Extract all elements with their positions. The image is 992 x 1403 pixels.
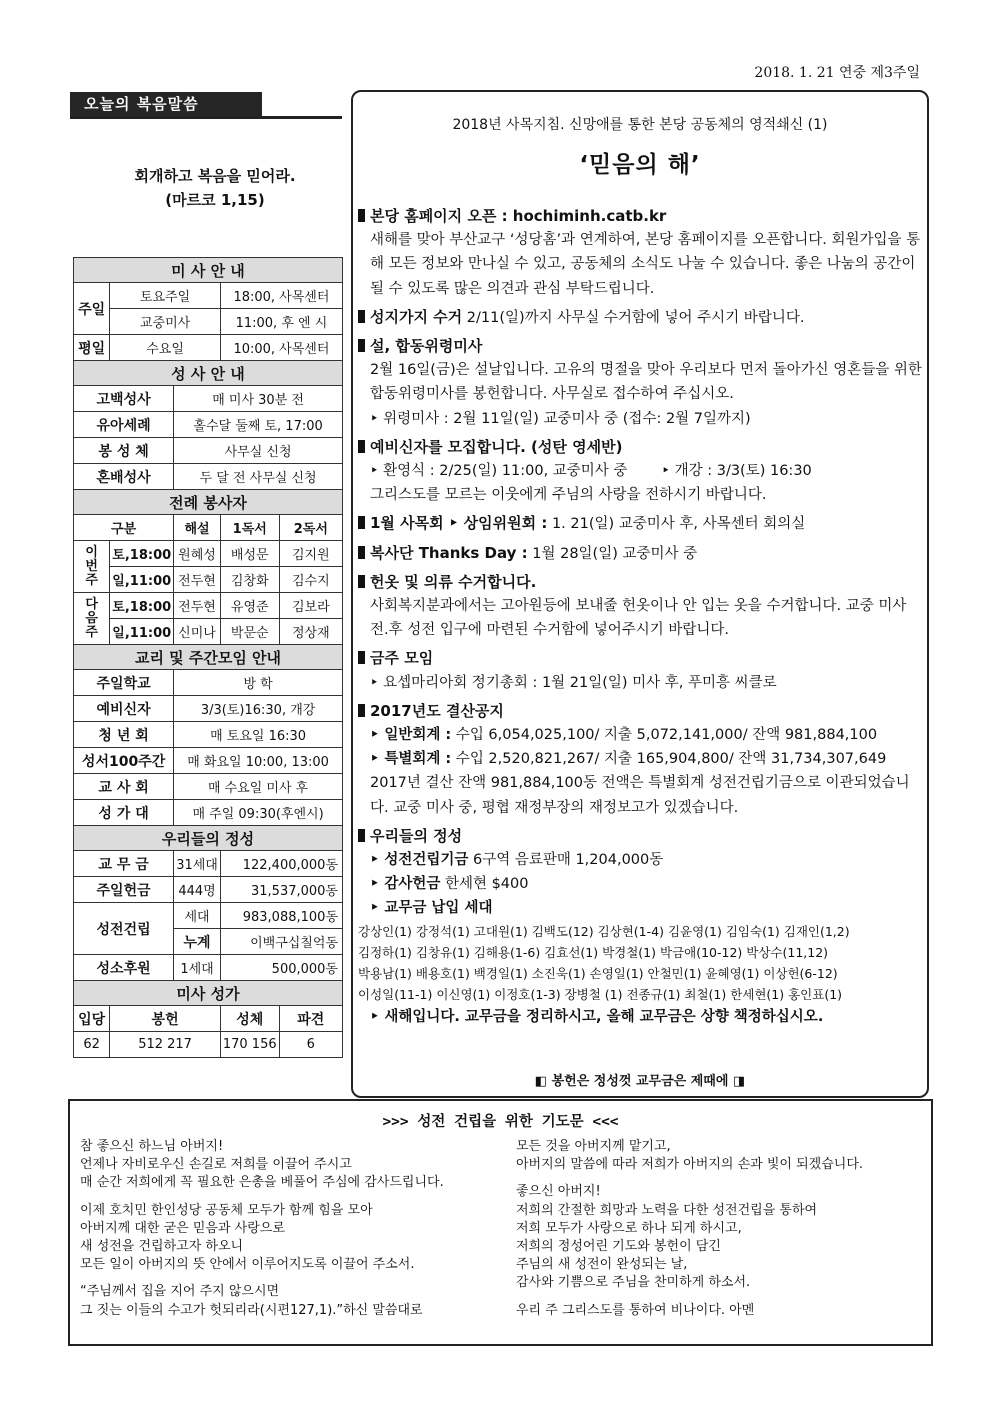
news-item-account xyxy=(358,699,924,820)
sacrament-label: 봉 성 체 xyxy=(74,438,174,464)
news-item-catechumen xyxy=(358,435,924,508)
prayer-line: 우리 주 그리스도를 통하여 비나이다. 아멘 xyxy=(516,1302,755,1318)
meeting-value: 매 화요일 10:00, 13:00 xyxy=(174,748,343,774)
offering-label: 교 무 금 xyxy=(74,851,174,877)
seminary-count: 1세대 xyxy=(174,955,221,981)
offering-count: 444명 xyxy=(174,877,221,903)
building-label: 성전건립 xyxy=(74,903,174,955)
prayer-line: 감사와 기쁨으로 주님을 찬미하게 하소서. xyxy=(516,1275,751,1291)
meeting-value: 방 학 xyxy=(174,670,343,696)
hymn-header: 입당 xyxy=(74,1006,110,1032)
building-total-label: 누계 xyxy=(174,929,221,955)
sacrament-value: 두 달 전 사무실 신청 xyxy=(174,464,343,490)
bullet-icon xyxy=(358,829,365,842)
news-head: 예비신자를 모집합니다. (성탄 영세반) xyxy=(370,437,623,456)
gift-names: 김정하(1) 김창유(1) 김해용(1-6) 김효선(1) 박경철(1) 박금애(10-12) 박상수(11,12) xyxy=(358,944,829,960)
building-total: 이백구십칠억동 xyxy=(220,929,342,955)
server-name: 신미나 xyxy=(174,619,221,645)
meeting-label: 주일학교 xyxy=(74,670,174,696)
mass-title: 미 사 안 내 xyxy=(74,258,343,283)
meeting-label: 성서100주간 xyxy=(74,748,174,774)
news-head: 설, 합동위령미사 xyxy=(370,337,483,356)
bullet-icon xyxy=(358,546,365,559)
catechumen-welcome: ‣ 환영식 : 2/25(일) 11:00, 교중미사 중 xyxy=(370,463,628,480)
mass-row-name: 수요일 xyxy=(110,335,221,361)
building-amount: 983,088,100동 xyxy=(220,903,342,929)
hymns-title: 미사 성가 xyxy=(74,981,343,1006)
hymn-value: 170 156 xyxy=(220,1032,279,1058)
prayer-title: >>> 성전 건립을 위한 기도문 <<< xyxy=(382,1114,619,1130)
catechumen-start: ‣ 개강 : 3/3(토) 16:30 xyxy=(661,463,812,480)
gift-dues-label: ‣ 교무금 납입 세대 xyxy=(370,900,493,917)
prayer-line: 새 성전을 건립하고자 하오니 xyxy=(80,1239,244,1255)
server-name: 전두현 xyxy=(174,593,221,619)
prayer-line: 주님의 새 성전이 완성되는 날, xyxy=(516,1257,688,1273)
sacrament-label: 혼배성사 xyxy=(74,464,174,490)
account-general: 수입 6,054,025,100/ 지출 5,072,141,000/ 잔액 981,884,100 xyxy=(451,727,878,744)
news-body: 1월 28일(일) 교중미사 중 xyxy=(527,545,698,562)
news-head: 우리들의 정성 xyxy=(370,826,463,845)
news-item-clothes xyxy=(358,570,924,643)
gift-names: 박용남(1) 배용호(1) 백경일(1) 소진욱(1) 손영일(1) 안철민(1) 윤혜영(1) 이상헌(6-12) xyxy=(358,965,838,981)
server-name: 원혜성 xyxy=(174,541,221,567)
news-head: 복사단 Thanks Day : xyxy=(370,543,528,562)
prayer-line: 저희 모두가 사랑으로 하나 되게 하시고, xyxy=(516,1220,742,1236)
prayer-line: 저희의 간절한 희망과 노력을 다한 성전건립을 통하여 xyxy=(516,1202,818,1218)
news-item-pilgrim xyxy=(358,305,924,330)
mass-row-name: 토요주일 xyxy=(110,283,221,309)
sacrament-title: 성 사 안 내 xyxy=(74,361,343,386)
server-name: 정상재 xyxy=(279,619,342,645)
gift-thanks-label: ‣ 감사헌금 xyxy=(370,876,441,893)
sacrament-value: 사무실 신청 xyxy=(174,438,343,464)
news-body: 2/11(일)까지 사무실 수거함에 넣어 주시기 바랍니다. xyxy=(462,309,805,326)
news-list xyxy=(358,204,924,1033)
bullet-icon xyxy=(358,704,365,717)
news-item-altar xyxy=(358,541,924,566)
bullet-icon xyxy=(358,339,365,352)
meeting-label: 교 사 회 xyxy=(74,774,174,800)
verse-line1: 회개하고 복음을 믿어라. xyxy=(134,167,296,185)
building-count: 세대 xyxy=(174,903,221,929)
server-time: 토,18:00 xyxy=(110,593,174,619)
bullet-icon xyxy=(358,651,365,664)
news-head: 1월 사목회 xyxy=(370,514,444,533)
prayer-left xyxy=(80,1138,510,1320)
server-name: 김창화 xyxy=(220,567,279,593)
servers-title: 전례 봉사자 xyxy=(74,490,343,515)
server-time: 일,11:00 xyxy=(110,619,174,645)
account-special-label: ‣ 특별회계 : xyxy=(370,751,452,768)
next-week-label: 다음주 xyxy=(74,593,110,645)
prayer-line: 그 짓는 이들의 수고가 헛되리라(시편127,1).”하신 말씀대로 xyxy=(80,1302,423,1318)
news-item-gift xyxy=(358,824,924,1029)
servers-header: 2독서 xyxy=(279,515,342,541)
offering-amount: 31,537,000동 xyxy=(220,877,342,903)
news-head: 본당 홈페이지 오픈 : hochiminh.catb.kr xyxy=(370,207,667,225)
account-special: 수입 2,520,821,267/ 지출 165,904,800/ 잔액 31,734,307,649 xyxy=(451,751,887,768)
news-body: 그리스도를 모르는 이웃에게 주님의 사랑을 전하시기 바랍니다. xyxy=(370,487,767,504)
hymn-value: 62 xyxy=(74,1032,110,1058)
servers-header: 1독서 xyxy=(220,515,279,541)
meeting-label: 예비신자 xyxy=(74,696,174,722)
meeting-label: 성 가 대 xyxy=(74,800,174,826)
issue-date: 2018. 1. 21 연중 제3주일 xyxy=(754,65,920,81)
news-item-week xyxy=(358,646,924,694)
meetings-title: 교리 및 주간모임 안내 xyxy=(74,645,343,670)
hymn-header: 봉헌 xyxy=(110,1006,221,1032)
prayer-line: 모든 것을 아버지께 맡기고, xyxy=(516,1139,671,1154)
prayer-line: “주님께서 집을 지어 주지 않으시면 xyxy=(80,1284,280,1300)
news-body: ‣ 요셉마리아회 정기총회 : 1월 21일(일) 미사 후, 푸미흥 씨클로 xyxy=(370,674,777,691)
verse-line2: (마르코 1,15) xyxy=(165,191,265,209)
server-time: 토,18:00 xyxy=(110,541,174,567)
news-head: 헌옷 및 의류 수거합니다. xyxy=(370,572,537,591)
news-head: 금주 모임 xyxy=(370,649,434,668)
prayer-line: 언제나 자비로우신 손길로 저희를 이끌어 주시고 xyxy=(80,1157,352,1173)
news-head: 2017년도 결산공지 xyxy=(370,701,504,720)
gift-names: 이성일(11-1) 이신영(1) 이정호(1-3) 장병철 (1) 전종규(1) 최철(1) 한세현(1) 홍인표(1) xyxy=(358,986,843,1002)
meeting-label: 청 년 회 xyxy=(74,722,174,748)
gift-building-label: ‣ 성전건립기금 xyxy=(370,852,469,869)
gift-building: 6구역 음료판매 1,204,000동 xyxy=(468,852,664,869)
mass-row-time: 18:00, 사목센터 xyxy=(220,283,342,309)
news-head: 성지가지 수거 xyxy=(370,307,463,326)
news-body: 2월 16일(금)은 설날입니다. 고유의 명절을 맞아 우리보다 먼저 돌아가신 영혼들을 위한 합동위령미사를 봉헌합니다. 사무실로 접수하여 주십시오. xyxy=(370,362,922,403)
gift-closing: ‣ 새해입니다. 교무금을 정리하시고, 올해 교무금은 상향 책정하십시오. xyxy=(370,1008,824,1025)
hymn-header: 파견 xyxy=(279,1006,342,1032)
offering-count: 31세대 xyxy=(174,851,221,877)
hymn-value: 512 217 xyxy=(110,1032,221,1058)
server-name: 김지원 xyxy=(279,541,342,567)
info-table xyxy=(73,257,343,1058)
prayer-line: 참 좋으신 하느님 아버지! xyxy=(80,1139,224,1154)
servers-header: 해설 xyxy=(174,515,221,541)
offering-label: 주일헌금 xyxy=(74,877,174,903)
prayer-line: 저희의 정성어린 기도와 봉헌이 담긴 xyxy=(516,1239,721,1255)
server-name: 김수지 xyxy=(279,567,342,593)
sacrament-value: 홀수달 둘째 토, 17:00 xyxy=(174,412,343,438)
hymn-value: 6 xyxy=(279,1032,342,1058)
server-name: 전두현 xyxy=(174,567,221,593)
news-body: 2017년 결산 잔액 981,884,100동 전액은 특별회계 성전건립기금으로 이관되었습니다. 교중 미사 중, 평협 재정부장의 재정보고가 있겠습니다. xyxy=(370,775,910,816)
weekday-label: 평일 xyxy=(74,335,110,361)
meeting-value: 매 주일 09:30(후엔시) xyxy=(174,800,343,826)
gospel-verse xyxy=(70,164,360,212)
gift-thanks: 한세현 $400 xyxy=(440,876,529,893)
servers-header: 구분 xyxy=(74,515,174,541)
meeting-value: 3/3(토)16:30, 개강 xyxy=(174,696,343,722)
bullet-icon xyxy=(358,310,365,323)
prayer-line: 아버지께 대한 굳은 믿음과 사랑으로 xyxy=(80,1220,285,1236)
server-name: 김보라 xyxy=(279,593,342,619)
prayer-line: 매 순간 저희에게 꼭 필요한 은총을 베풀어 주심에 감사드립니다. xyxy=(80,1175,444,1191)
news-subhead: ‣ 상임위원회 : xyxy=(448,514,548,533)
server-name: 유영준 xyxy=(220,593,279,619)
prayer-line: 좋으신 아버지! xyxy=(516,1184,601,1200)
server-name: 박문순 xyxy=(220,619,279,645)
bulletin-subtitle: 2018년 사목지침. 신망애를 통한 본당 공동체의 영적쇄신 (1) xyxy=(452,117,828,133)
sunday-label: 주일 xyxy=(74,283,110,335)
prayer-line: 모든 일이 아버지의 뜻 안에서 이루어지도록 이끌어 주소서. xyxy=(80,1257,415,1273)
bulletin-title: ‘믿음의 해’ xyxy=(579,152,701,178)
prayer-line: 이제 호치민 한인성당 공동체 모두가 함께 힘을 모아 xyxy=(80,1202,373,1218)
mass-row-time: 11:00, 후 엔 시 xyxy=(220,309,342,335)
sacrament-label: 유아세례 xyxy=(74,412,174,438)
bullet-icon xyxy=(358,516,365,529)
this-week-label: 이번주 xyxy=(74,541,110,593)
server-name: 배성문 xyxy=(220,541,279,567)
news-note: ‣ 위령미사 : 2월 11일(일) 교중미사 중 (접수: 2월 7일까지) xyxy=(370,410,751,427)
news-item-homepage xyxy=(358,204,924,301)
server-time: 일,11:00 xyxy=(110,567,174,593)
seminary-label: 성소후원 xyxy=(74,955,174,981)
bullet-icon xyxy=(358,209,365,222)
offering-motto: ◧ 봉헌은 정성껏 교무금은 제때에 ◨ xyxy=(534,1074,746,1089)
news-item-newyear xyxy=(358,334,924,431)
gospel-tab: 오늘의 복음말씀 xyxy=(70,92,262,116)
gospel-header xyxy=(70,92,342,119)
mass-row-name: 교중미사 xyxy=(110,309,221,335)
meeting-value: 매 토요일 16:30 xyxy=(174,722,343,748)
prayer-right xyxy=(516,1138,928,1320)
sacrament-value: 매 미사 30분 전 xyxy=(174,386,343,412)
prayer-line: 아버지의 말씀에 따라 저희가 아버지의 손과 빛이 되겠습니다. xyxy=(516,1157,864,1173)
bullet-icon xyxy=(358,575,365,588)
account-general-label: ‣ 일반회계 : xyxy=(370,727,452,744)
news-body: 새해를 맞아 부산교구 ‘성당홈’과 연계하여, 본당 홈페이지를 오픈합니다. 회원가입을 통해 모든 정보와 만나실 수 있고, 공동체의 소식도 나눌 수 있습니다. 좋은 나눔의 공간이 될 수 있도록 많은 의견과 관심 부탁드립니다. xyxy=(370,232,921,297)
hymn-header: 성체 xyxy=(220,1006,279,1032)
gift-names: 강상인(1) 강정석(1) 고대원(1) 김백도(12) 김상현(1-4) 김윤영(1) 김임숙(1) 김재인(1,2) xyxy=(358,923,850,939)
seminary-amount: 500,000동 xyxy=(220,955,342,981)
meeting-value: 매 수요일 미사 후 xyxy=(174,774,343,800)
news-item-council xyxy=(358,511,924,536)
offerings-title: 우리들의 정성 xyxy=(74,826,343,851)
news-body: 1. 21(일) 교중미사 후, 사목센터 회의실 xyxy=(547,516,806,533)
offering-amount: 122,400,000동 xyxy=(220,851,342,877)
news-body: 사회복지분과에서는 고아원등에 보내줄 헌옷이나 안 입는 옷을 수거합니다. 교중 미사 전.후 성전 입구에 마련된 수거함에 넣어주시기 바랍니다. xyxy=(370,598,907,639)
sacrament-label: 고백성사 xyxy=(74,386,174,412)
mass-row-time: 10:00, 사목센터 xyxy=(220,335,342,361)
bullet-icon xyxy=(358,440,365,453)
